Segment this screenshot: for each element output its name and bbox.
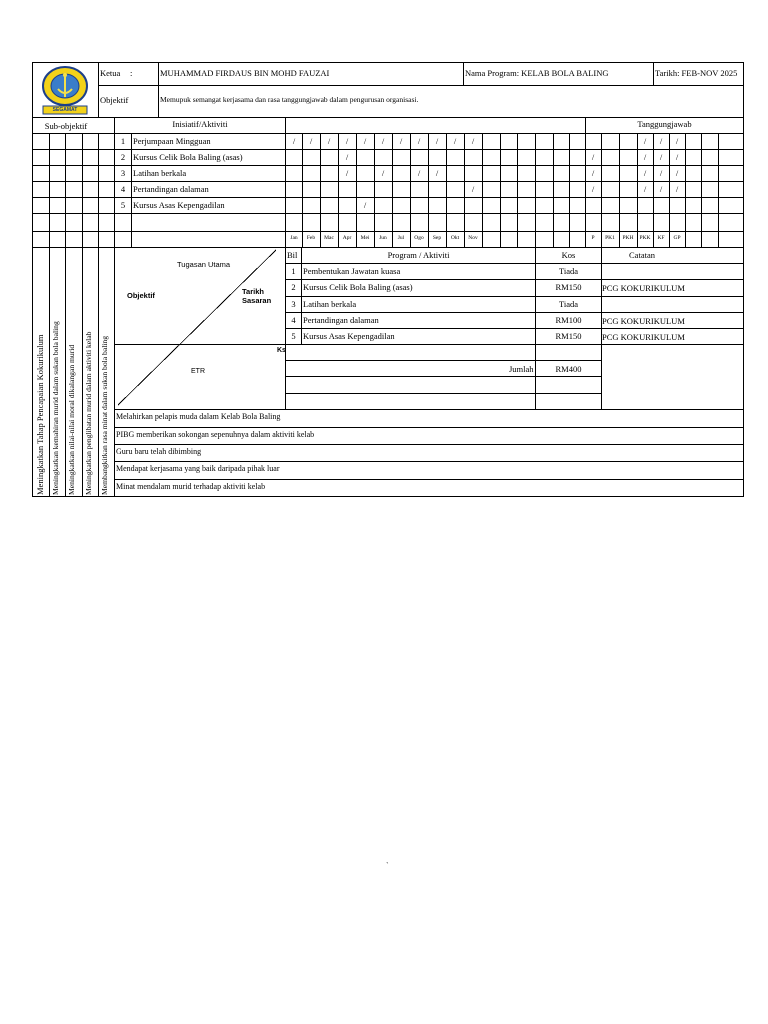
program-row-kos: Tiada — [558, 299, 579, 309]
schedule-mark: / — [435, 136, 439, 146]
program-row-catatan: PCG KOKURIKULUM — [602, 316, 685, 326]
program-kos-header: Kos — [561, 250, 576, 260]
program-row-number: 4 — [291, 315, 296, 325]
program-name: Nama Program: KELAB BOLA BALING — [465, 68, 609, 78]
schedule-mark: / — [345, 168, 349, 178]
role-label: PKH — [622, 235, 634, 241]
schedule-mark: / — [309, 136, 313, 146]
program-row-name: Pertandingan dalaman — [303, 315, 379, 325]
program-row-name: Kursus Celik Bola Baling (asas) — [303, 282, 413, 292]
schedule-mark: / — [363, 136, 367, 146]
schedule-mark: / — [471, 136, 475, 146]
role-mark: / — [643, 184, 647, 194]
diagram-tugasan-utama: Tugasan Utama — [177, 260, 231, 269]
role-mark: / — [675, 152, 679, 162]
role-mark: / — [659, 152, 663, 162]
schedule-mark: / — [363, 200, 367, 210]
program-row-number: 1 — [291, 266, 296, 276]
program-row-catatan: PCG KOKURIKULUM — [602, 283, 685, 293]
role-label: PK1 — [605, 235, 615, 241]
schedule-mark: / — [327, 136, 331, 146]
diagram-ks: Ks — [277, 347, 286, 354]
role-mark: / — [643, 168, 647, 178]
role-mark: / — [643, 136, 647, 146]
program-row-name: Latihan berkala — [303, 299, 357, 309]
role-mark: / — [591, 168, 595, 178]
role-label: P — [591, 235, 595, 241]
initiative-number: 5 — [120, 200, 126, 210]
outcome-text: Guru baru telah dibimbing — [116, 447, 202, 456]
jumlah-label: Jumlah — [509, 364, 534, 374]
footer-mark: ` — [386, 861, 389, 870]
schedule-mark: / — [417, 136, 421, 146]
diagram-objektif: Objektif — [127, 291, 155, 300]
role-mark: / — [659, 184, 663, 194]
schedule-mark: / — [435, 168, 439, 178]
program-row-number: 2 — [291, 282, 296, 292]
ketua-name: MUHAMMAD FIRDAUS BIN MOHD FAUZAI — [160, 68, 330, 78]
month-label: Jan — [290, 235, 298, 241]
month-label: Sep — [432, 235, 442, 241]
role-label: KF — [657, 235, 665, 241]
objektif-text: Memupuk semangat kerjasama dan rasa tanggungjawab dalam pengurusan organisasi. — [160, 95, 419, 104]
initiative-number: 4 — [120, 184, 126, 194]
program-bil-header: Bil — [287, 250, 298, 260]
role-mark: / — [675, 136, 679, 146]
tanggungjawab-heading: Tanggungjawab — [637, 119, 692, 129]
role-mark: / — [591, 152, 595, 162]
schedule-mark: / — [471, 184, 475, 194]
schedule-mark: / — [453, 136, 457, 146]
program-date: Tarikh: FEB-NOV 2025 — [655, 68, 738, 78]
month-label: Apr — [342, 235, 352, 241]
jumlah-value: RM400 — [555, 364, 582, 374]
sub-objektif-heading: Sub-objektif — [44, 121, 88, 131]
month-label: Jun — [379, 235, 387, 241]
program-row-name: Pembentukan Jawatan kuasa — [303, 266, 401, 276]
initiative-name: Latihan berkala — [133, 168, 187, 178]
role-mark: / — [643, 152, 647, 162]
ketua-colon: : — [130, 68, 133, 78]
program-catatan-header: Catatan — [629, 250, 655, 260]
role-mark: / — [675, 184, 679, 194]
outcome-text: PIBG memberikan sokongan sepenuhnya dalam aktiviti kelab — [116, 430, 315, 439]
program-row-number: 5 — [291, 331, 296, 341]
role-mark: / — [659, 168, 663, 178]
initiative-name: Pertandingan dalaman — [133, 184, 209, 194]
sub-objective-text: Meningkatkan Tahap Pencapaian Kokurikulum — [35, 334, 45, 495]
schedule-mark: / — [381, 136, 385, 146]
initiative-number: 2 — [120, 152, 126, 162]
ketua-label: Ketua — [100, 68, 121, 78]
diagram-tarikh-sasaran: Tarikh Sasaran — [242, 287, 272, 305]
schedule-mark: / — [417, 168, 421, 178]
school-logo — [34, 63, 96, 116]
program-aktiviti-header: Program / Aktiviti — [387, 250, 450, 260]
sub-objective-text: Meningkatkan nilai-nilai moral dikalangan murid — [67, 344, 76, 495]
program-row-kos: RM150 — [555, 331, 582, 341]
outcome-text: Minat mendalam murid terhadap aktiviti kelab — [116, 482, 266, 491]
logo-caption: SEGAMAT — [52, 106, 78, 113]
diagram-etr: ETR — [191, 368, 205, 375]
month-label: Mei — [360, 235, 370, 241]
program-row-kos: Tiada — [558, 266, 579, 276]
program-row-kos: RM100 — [555, 315, 582, 325]
program-row-kos: RM150 — [555, 282, 582, 292]
schedule-mark: / — [399, 136, 403, 146]
program-row-catatan: PCG KOKURIKULUM — [602, 332, 685, 342]
month-label: Ogo — [414, 235, 424, 241]
program-row-name: Kursus Asas Kepengadilan — [303, 331, 395, 341]
objektif-label: Objektif — [100, 95, 129, 105]
initiative-number: 3 — [120, 168, 126, 178]
outcome-text: Mendapat kerjasama yang baik daripada pihak luar — [116, 464, 280, 473]
sub-objective-text: Meningkatkan penglibatan murid dalam aktiviti kelab — [84, 331, 93, 495]
role-label: PKK — [639, 235, 651, 241]
inisiatif-heading: Inisiatif/Aktiviti — [172, 119, 228, 129]
schedule-mark: / — [345, 152, 349, 162]
role-mark: / — [591, 184, 595, 194]
month-label: Feb — [306, 235, 316, 241]
outcome-text: Melahirkan pelapis muda dalam Kelab Bola Baling — [116, 412, 281, 421]
sub-objective-text: Meningkatkan kemahiran murid dalam sukan bola baling — [51, 321, 60, 495]
initiative-name: Kursus Celik Bola Baling (asas) — [133, 152, 243, 162]
month-label: Okt — [450, 235, 460, 241]
role-mark: / — [659, 136, 663, 146]
sub-objective-text: Membangkitkan rasa minat dalam sukan bola baling — [100, 335, 109, 495]
schedule-mark: / — [292, 136, 296, 146]
role-label: GP — [673, 235, 681, 241]
initiative-name: Perjumpaan Mingguan — [133, 136, 211, 146]
initiative-name: Kursus Asas Kepengadilan — [133, 200, 225, 210]
role-mark: / — [675, 168, 679, 178]
month-label: Jul — [397, 235, 405, 241]
month-label: Nov — [468, 235, 478, 241]
program-row-number: 3 — [291, 299, 296, 309]
schedule-mark: / — [345, 136, 349, 146]
initiative-number: 1 — [120, 136, 126, 146]
schedule-mark: / — [381, 168, 385, 178]
month-label: Mac — [324, 235, 334, 241]
